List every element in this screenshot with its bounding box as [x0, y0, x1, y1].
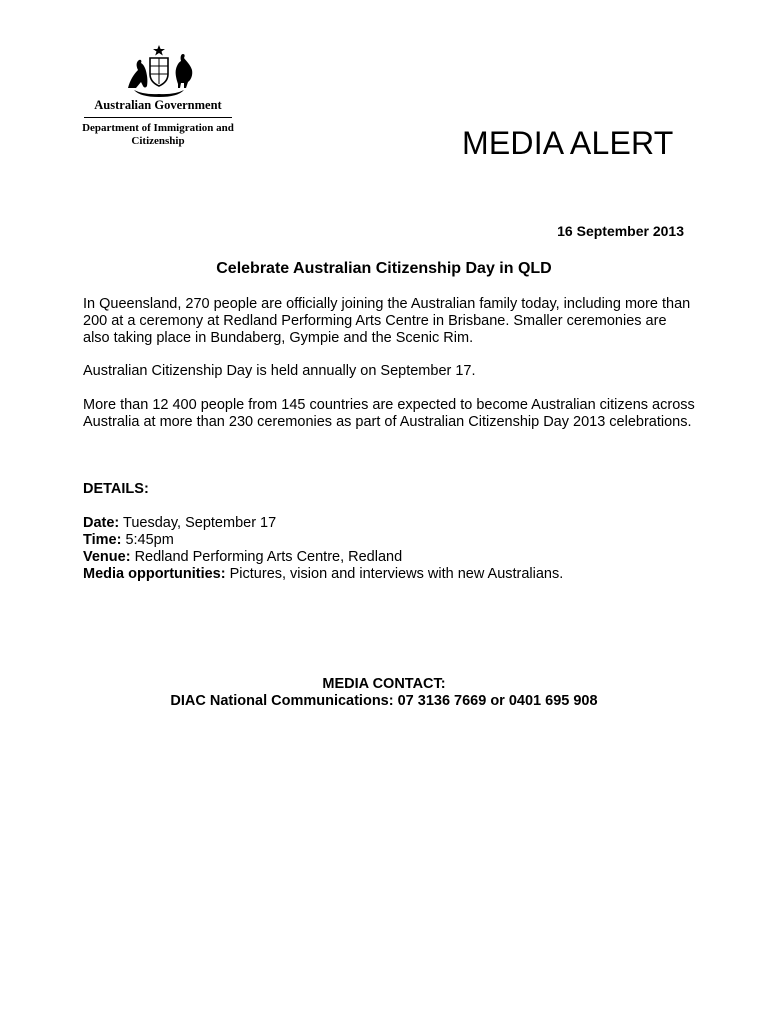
- detail-label: Venue:: [83, 549, 131, 565]
- detail-value: 5:45pm: [125, 532, 174, 548]
- detail-media-opportunities: [83, 566, 563, 583]
- page-title: MEDIA ALERT: [462, 125, 674, 161]
- details-list: [83, 515, 563, 583]
- paragraph-annual: Australian Citizenship Day is held annually on September 17.: [83, 363, 476, 379]
- detail-label: Time:: [83, 532, 122, 548]
- paragraph-national: More than 12 400 people from 145 countries are expected to become Australian citizens across Australia at more than 230 ceremonies as part of Australian Citizenship Day 2013 celebrations.: [83, 397, 695, 430]
- detail-time: [83, 532, 563, 549]
- detail-value: Pictures, vision and interviews with new Australians.: [229, 566, 564, 582]
- detail-label: Date:: [83, 515, 120, 531]
- paragraph-intro: In Queensland, 270 people are officially joining the Australian family today, including more than 200 at a ceremony at Redland Performing Arts Centre in Brisbane. Smaller ceremonies are also taking place in Bundaberg, Gympie and the Scenic Rim.: [83, 296, 691, 346]
- detail-venue: [83, 549, 563, 566]
- detail-date: [83, 515, 563, 532]
- government-logo: [82, 98, 234, 148]
- media-contact: [0, 676, 768, 710]
- detail-value: Tuesday, September 17: [123, 515, 277, 531]
- headline: Celebrate Australian Citizenship Day in QLD: [216, 260, 552, 277]
- contact-heading: MEDIA CONTACT:: [322, 676, 446, 692]
- government-name: Australian Government: [94, 98, 222, 112]
- department-name: Department of Immigration and Citizenship: [82, 122, 234, 147]
- detail-label: Media opportunities:: [83, 566, 226, 582]
- detail-value: Redland Performing Arts Centre, Redland: [134, 549, 403, 565]
- details-heading: DETAILS:: [83, 481, 149, 497]
- contact-line: DIAC National Communications: 07 3136 7669 or 0401 695 908: [170, 693, 598, 709]
- logo-divider: [84, 117, 232, 118]
- coat-of-arms-icon: [120, 44, 198, 98]
- release-date: 16 September 2013: [557, 223, 684, 239]
